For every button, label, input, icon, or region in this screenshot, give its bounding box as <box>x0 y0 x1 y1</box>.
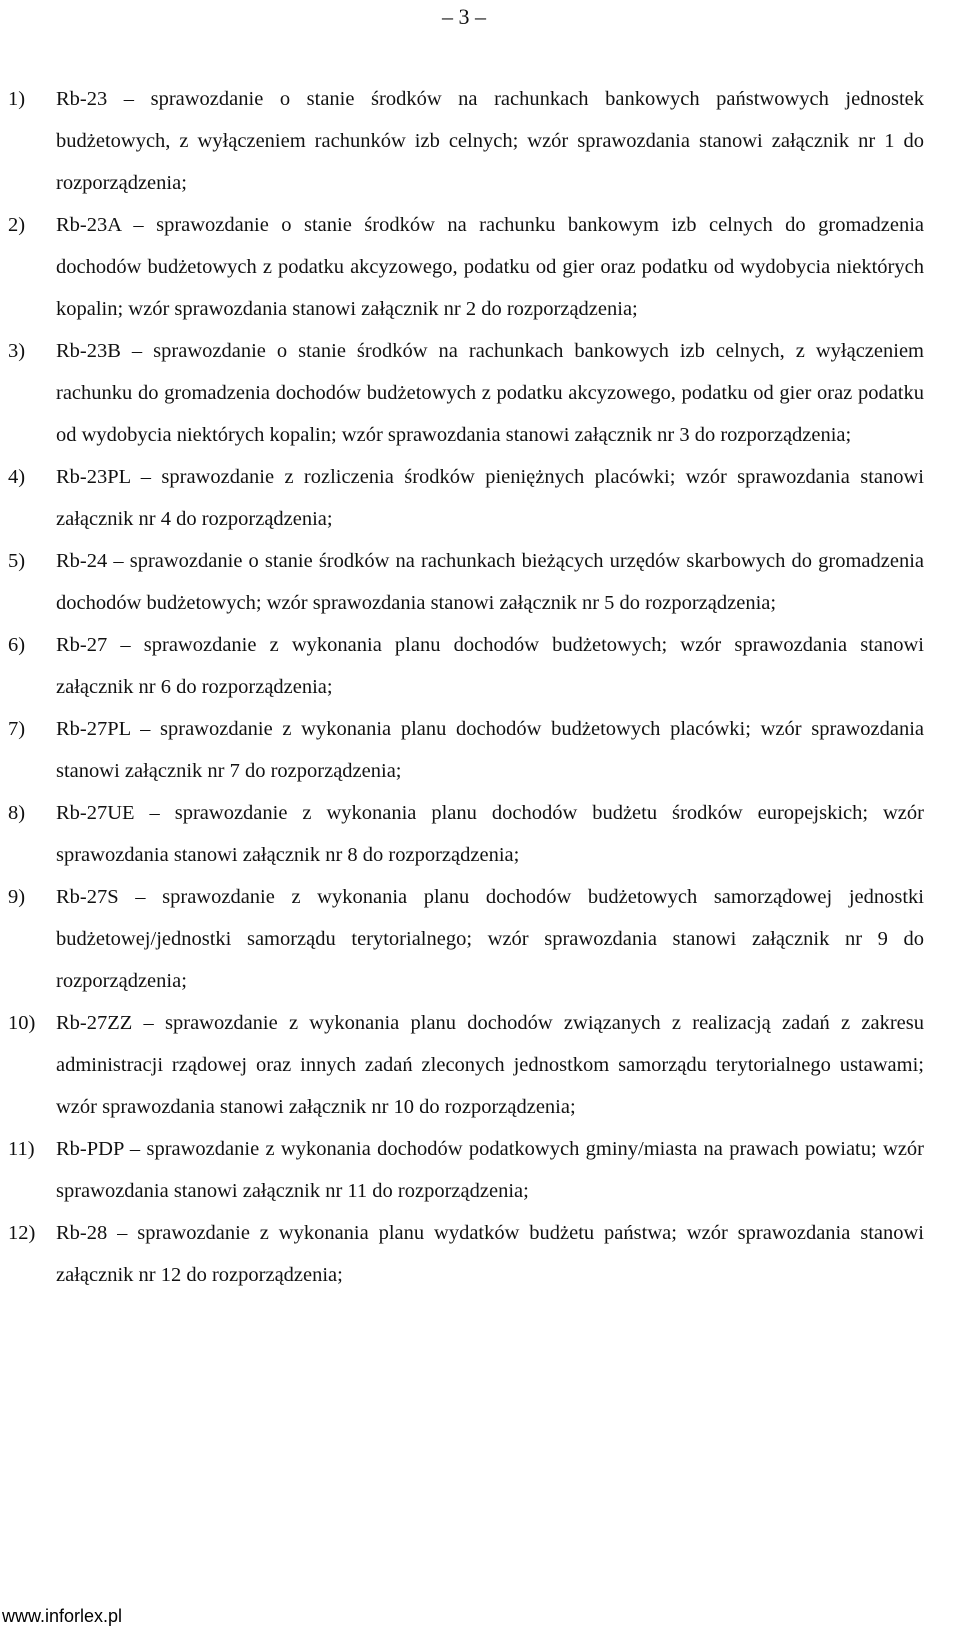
list-item <box>8 456 924 540</box>
list-item <box>8 792 924 876</box>
list-item-text: Rb-PDP – sprawozdanie z wykonania dochodów podatkowych gminy/miasta na prawach powiatu; wzór sprawozdania stanowi załącznik nr 11 do rozporządzenia; <box>56 1138 924 1202</box>
list-item-number: 7) <box>8 718 26 740</box>
list-item-number: 4) <box>8 466 26 488</box>
list-item-text: Rb-23A – sprawozdanie o stanie środków na rachunku bankowym izb celnych do gromadzenia dochodów budżetowych z podatku akcyzowego, podatku od gier oraz podatku od wydobycia niektórych kopalin; wzór sprawozdania stanowi załącznik nr 2 do rozporządzenia; <box>56 214 924 320</box>
list-item <box>8 330 924 456</box>
list-item <box>8 540 924 624</box>
list-item <box>8 78 924 204</box>
list-item <box>8 1212 924 1296</box>
list-item <box>8 876 924 1002</box>
list-item <box>8 204 924 330</box>
footer-url[interactable]: www.inforlex.pl <box>2 1606 123 1626</box>
page-number: – 3 – <box>442 4 486 29</box>
list-item-number: 5) <box>8 550 26 572</box>
list-item-text: Rb-28 – sprawozdanie z wykonania planu wydatków budżetu państwa; wzór sprawozdania stanowi załącznik nr 12 do rozporządzenia; <box>56 1222 924 1286</box>
list-item-number: 9) <box>8 886 26 908</box>
list-item <box>8 1128 924 1212</box>
list-item <box>8 708 924 792</box>
list-item <box>8 1002 924 1128</box>
list-item-text: Rb-23 – sprawozdanie o stanie środków na rachunkach bankowych państwowych jednostek budżetowych, z wyłączeniem rachunków izb celnych; wzór sprawozdania stanowi załącznik nr 1 do rozporządzenia; <box>56 88 924 194</box>
list-item-text: Rb-27PL – sprawozdanie z wykonania planu dochodów budżetowych placówki; wzór sprawozdania stanowi załącznik nr 7 do rozporządzenia; <box>56 718 924 782</box>
list-item-number: 3) <box>8 340 26 362</box>
list-item-text: Rb-23PL – sprawozdanie z rozliczenia środków pieniężnych placówki; wzór sprawozdania stanowi załącznik nr 4 do rozporządzenia; <box>56 466 924 530</box>
list-item-text: Rb-27UE – sprawozdanie z wykonania planu dochodów budżetu środków europejskich; wzór sprawozdania stanowi załącznik nr 8 do rozporządzenia; <box>56 802 924 866</box>
list-item-number: 6) <box>8 634 26 656</box>
list-item-number: 11) <box>8 1138 35 1160</box>
list-item-number: 1) <box>8 88 26 110</box>
list-item-text: Rb-23B – sprawozdanie o stanie środków na rachunkach bankowych izb celnych, z wyłączeniem rachunku do gromadzenia dochodów budżetowych z podatku akcyzowego, podatku od gier oraz podatku od wydobycia niektórych kopalin; wzór sprawozdania stanowi załącznik nr 3 do rozporządzenia; <box>56 340 924 446</box>
list-item-number: 8) <box>8 802 26 824</box>
regulation-list <box>8 78 924 1296</box>
list-item-text: Rb-27ZZ – sprawozdanie z wykonania planu dochodów związanych z realizacją zadań z zakresu administracji rządowej oraz innych zadań zleconych jednostkom samorządu terytorialnego ustawami; wzór sprawozdania stanowi załącznik nr 10 do rozporządzenia; <box>56 1012 924 1118</box>
list-item-number: 10) <box>8 1012 36 1034</box>
list-item-number: 12) <box>8 1222 36 1244</box>
list-item-text: Rb-27S – sprawozdanie z wykonania planu dochodów budżetowych samorządowej jednostki budżetowej/jednostki samorządu terytorialnego; wzór sprawozdania stanowi załącznik nr 9 do rozporządzenia; <box>56 886 924 992</box>
list-item-text: Rb-24 – sprawozdanie o stanie środków na rachunkach bieżących urzędów skarbowych do gromadzenia dochodów budżetowych; wzór sprawozdania stanowi załącznik nr 5 do rozporządzenia; <box>56 550 924 614</box>
list-item-number: 2) <box>8 214 26 236</box>
list-item-text: Rb-27 – sprawozdanie z wykonania planu dochodów budżetowych; wzór sprawozdania stanowi załącznik nr 6 do rozporządzenia; <box>56 634 924 698</box>
list-item <box>8 624 924 708</box>
